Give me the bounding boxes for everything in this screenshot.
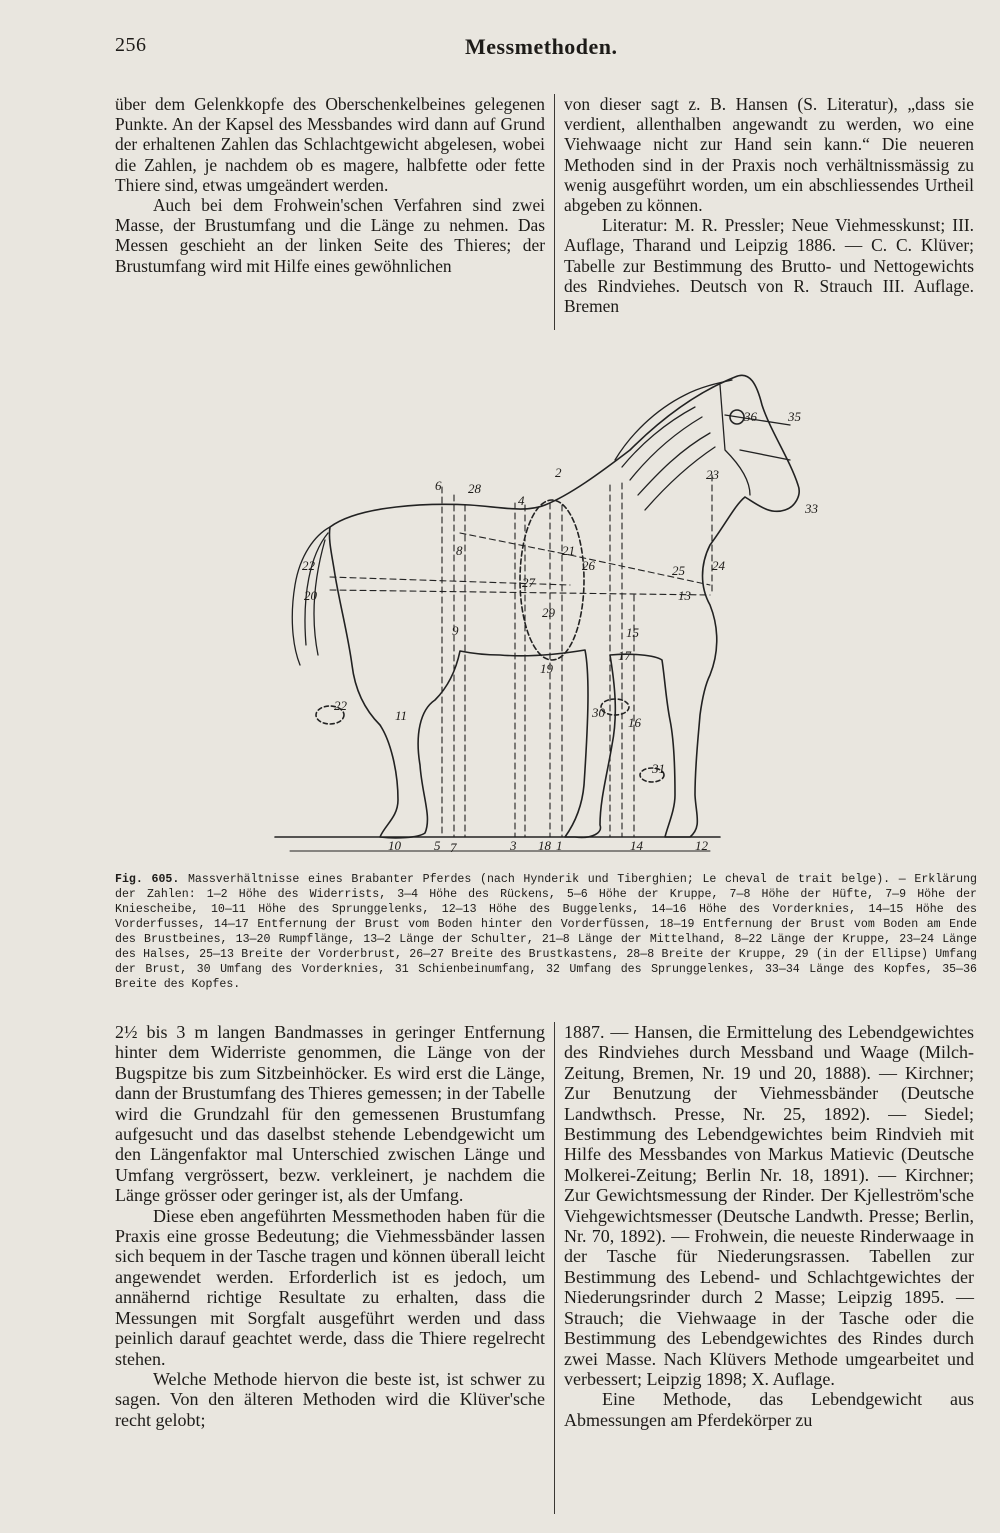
paragraph: Auch bei dem Frohwein'schen Verfahren sind zwei Masse, der Brustumfang und die Länge zu nehmen. Das Messen geschieht an der linken Seite des Thieres; der Brustumfang wird mit Hilfe eines gewöhnlichen	[115, 195, 545, 276]
running-head: Messmethoden.	[465, 34, 618, 59]
figure-label: 35	[788, 409, 801, 424]
horse-body-outline	[329, 375, 799, 838]
figure-label: 13	[678, 588, 691, 603]
figure-label: 16	[628, 715, 641, 730]
column-rule-bottom	[554, 1022, 555, 1514]
figure-label: 8	[456, 543, 463, 558]
paragraph: über dem Gelenkkopfe des Oberschenkelbeines gelegenen Punkte. An der Kapsel des Messbandes wird dann auf Grund der erhaltenen Zahlen das Schlachtgewicht abgelesen, wobei die Zahlen, je nachdem ob es magere, halbfette oder fette Thiere sind, etwas umgeändert werden.	[115, 94, 545, 195]
figure-label: 20	[304, 588, 317, 603]
figure-label: 18	[538, 838, 551, 853]
figure-caption-text: Massverhältnisse eines Brabanter Pferdes (nach Hynderik und Tiberghien; Le cheval de trait belge). — Erklärung der Zahlen: 1—2 Höhe des Widerrists, 3—4 Höhe des Rückens, 5—6 Höhe der Kruppe, 7—8 Höhe der Hüfte, 7—9 Höhe der Kniescheibe, 10—11 Höhe des Sprunggelenks, 12—13 Höhe des Buggelenks, 14—16 Höhe des Vorderknies, 14—15 Höhe des Vorderfusses, 14—17 Entfernung der Brust vom Boden hinter den Vorderfüssen, 18—19 Entfernung der Brust vom Boden am Ende des Brustbeines, 13—20 Rumpflänge, 13—2 Länge der Schulter, 21—8 Länge der Mittelhand, 8—22 Länge der Kruppe, 23—24 Länge des Halses, 25—13 Breite der Vorderbrust, 26—27 Breite des Brustkastens, 28—8 Breite der Kruppe, 29 (in der Ellipse) Umfang der Brust, 30 Umfang des Vorderknies, 31 Schienbeinumfang, 32 Umfang des Sprunggelenkes, 33—34 Länge des Kopfes, 35—36 Breite des Kopfes.	[115, 873, 977, 991]
paragraph: Diese eben angeführten Messmethoden haben für die Praxis eine grosse Bedeutung; die Viehmessbänder lassen sich bequem in der Tasche tragen und können überall leicht angewendet werden. Erforderlich ist es jedoch, um annähernd richtige Resultate zu erhalten, dass die Messungen mit Sorgfalt ausgeführt werden und dass peinlich darauf geachtet werde, dass die Thiere regelrecht stehen.	[115, 1205, 545, 1369]
paragraph: 1887. — Hansen, die Ermittelung des Lebendgewichtes des Rindviehes durch Messband und Waage (Milch-Zeitung, Bremen, Nr. 19 und 20, 1888). — Kirchner; Zur Benutzung der Viehmessbänder (Deutsche Landwthsch. Presse, Nr. 25, 1892). — Siedel; Bestimmung des Lebendgewichtes beim Rindvieh mit Hilfe des Messbandes von Markus Matievic (Deutsche Molkerei-Zeitung; Berlin Nr. 18, 1891). — Kirchner; Zur Gewichtsmessung der Rinder. Der Kjelleström'sche Viehgewichtsmesser (Deutsche Landwth. Presse; Berlin, Nr. 70, 1892). — Frohwein, die neueste Rinderwaage in der Tasche für Niederungsrassen. Tabellen zur Bestimmung des Lebend- und Schlachtgewichtes der Niederungsrinder durch 2 Masse; Leipzig 1895. — Strauch; die Viehwaage in der Tasche oder die Bestimmung des Lebendgewichtes des Rindes durch zwei Masse. Nach Klüvers Methode umgearbeitet und verbessert; Leipzig 1898; X. Auflage.	[564, 1022, 974, 1389]
top-right-column	[564, 94, 974, 316]
bottom-left-column	[115, 1022, 545, 1430]
paragraph: Literatur: M. R. Pressler; Neue Viehmesskunst; III. Auflage, Tharand und Leipzig 1886. — C. C. Klüver; Tabelle zur Bestimmung des Brutto- und Nettogewichts des Rindviehes. Deutsch von R. Strauch III. Auflage. Bremen	[564, 215, 974, 317]
figure-label: 2	[555, 465, 562, 480]
figure-number: Fig. 605.	[115, 873, 180, 886]
figure-label: 25	[672, 563, 685, 578]
figure-label: 3	[510, 838, 517, 853]
figure-label: 19	[540, 661, 553, 676]
figure-caption	[115, 872, 977, 992]
figure-label: 22	[302, 558, 315, 573]
figure-label: 1	[556, 838, 563, 853]
paragraph: Eine Methode, das Lebendgewicht aus Abmessungen am Pferdekörper zu	[564, 1389, 974, 1430]
figure-label: 11	[395, 708, 408, 723]
figure-label: 4	[518, 493, 525, 508]
column-rule-top	[554, 94, 555, 330]
horse-illustration	[270, 355, 830, 865]
figure-label: 5	[434, 838, 441, 853]
figure-label: 24	[712, 558, 725, 573]
figure-label: 31	[652, 761, 665, 776]
horse-halter	[720, 385, 790, 495]
figure-label: 28	[468, 481, 481, 496]
figure-label: 14	[630, 838, 643, 853]
bottom-right-column	[564, 1022, 974, 1430]
figure-label: 15	[626, 625, 639, 640]
figure-label: 17	[618, 648, 631, 663]
paragraph: 2½ bis 3 m langen Bandmasses in geringer Entfernung hinter dem Widerriste genommen, die Länge von der Bugspitze bis zum Sitzbeinhöcker. Es wird erst die Länge, dann der Brustumfang des Thieres gemessen; in der Tabelle wird die Grundzahl für den gemessenen Brustumfang aufgesucht und das daselbst stehende Lebendgewicht um den Längenfaktor mal Unterschied zwischen Länge und Umfang vergrössert, bezw. verkleinert, je nachdem die Länge grösser oder geringer ist, als der Umfang.	[115, 1022, 545, 1206]
paragraph: Welche Methode hiervon die beste ist, ist schwer zu sagen. Von den älteren Methoden wird die Klüver'sche recht gelobt;	[115, 1368, 545, 1430]
figure-label: 21	[562, 543, 575, 558]
figure-label: 29	[542, 605, 555, 620]
figure-label: 10	[388, 838, 401, 853]
figure-label: 22	[334, 698, 347, 713]
page-number: 256	[115, 34, 147, 56]
figure-label: 6	[435, 478, 442, 493]
figure-label: 33	[805, 501, 818, 516]
horse-mane	[615, 380, 732, 510]
figure-label: 26	[582, 558, 595, 573]
figure-label: 36	[744, 409, 757, 424]
figure-label: 27	[522, 575, 535, 590]
figure-label: 23	[706, 467, 719, 482]
figure-label: 7	[450, 840, 457, 855]
paragraph: von dieser sagt z. B. Hansen (S. Literatur), „dass sie verdient, allenthalben angewandt zu werden, wo eine Viehwaage nicht zur Hand sein kann.“ Die neueren Methoden sind in der Praxis noch verhältnissmässig zu wenig ausgeführt worden, um ein abschliessendes Urtheil abgeben zu können.	[564, 94, 974, 216]
horse-figure	[270, 355, 830, 865]
figure-label: 9	[452, 623, 459, 638]
figure-label: 30	[592, 705, 605, 720]
top-left-column	[115, 94, 545, 276]
figure-label: 12	[695, 838, 708, 853]
figure-labels	[302, 409, 819, 855]
